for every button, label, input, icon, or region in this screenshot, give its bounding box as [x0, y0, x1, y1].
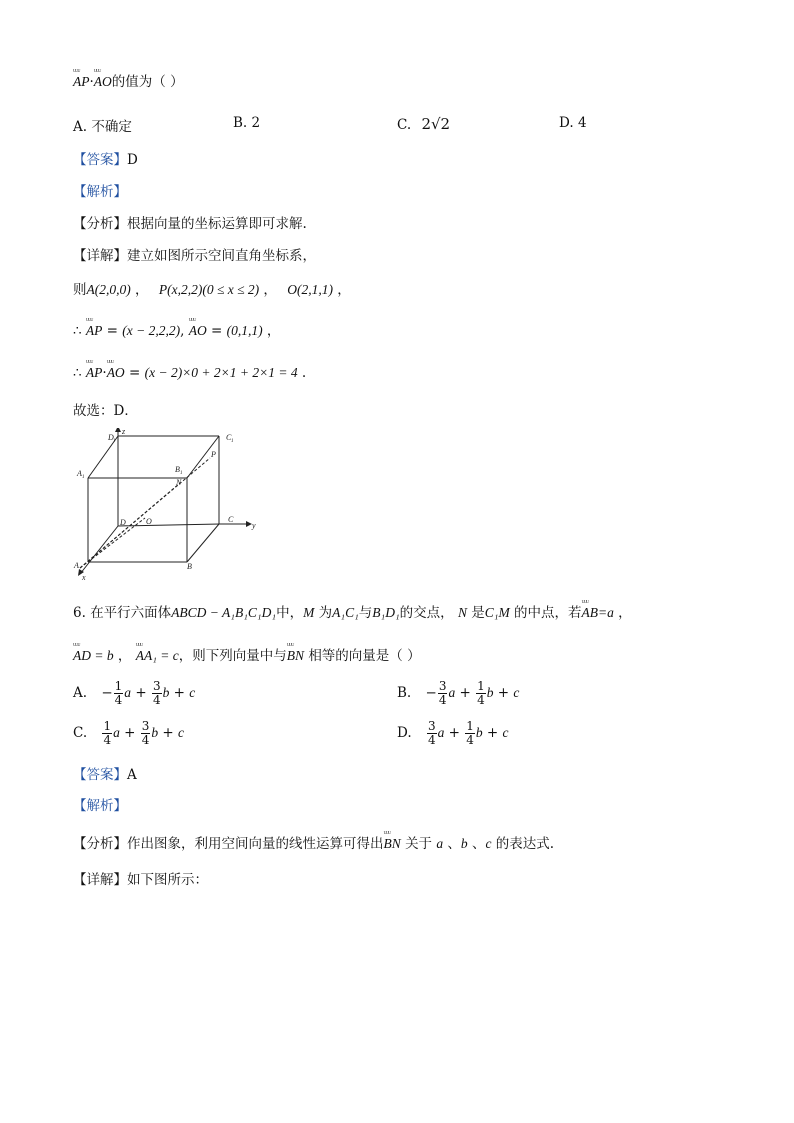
svg-text:O: O	[146, 517, 152, 526]
svg-text:P: P	[211, 450, 216, 459]
q6-analysis-heading: 【解析】	[73, 798, 127, 814]
q5-option-c: C. 2√2	[397, 115, 451, 133]
q6-option-d: D. $\frac{3}{4}$ a + $\frac{1}{4}$ b + c	[397, 719, 509, 747]
svg-text:z: z	[122, 428, 126, 436]
svg-text:1: 1	[113, 439, 116, 444]
svg-text:x: x	[82, 573, 86, 582]
svg-text:C: C	[228, 515, 234, 524]
q5-analysis-heading: 【解析】	[73, 184, 127, 200]
q6-option-a: A. − $\frac{1}{4}$ a + $\frac{3}{4}$ b + c	[73, 679, 196, 707]
svg-text:N: N	[176, 478, 182, 487]
svg-text:y: y	[252, 521, 256, 530]
q5-coords: 则A(2,0,0) ， P(x,2,2)(0 ≤ x ≤ 2) ， O(2,1,1) ，	[73, 282, 351, 298]
q6-option-c: C. $\frac{1}{4}$ a + $\frac{3}{4}$ b + c	[73, 719, 185, 747]
q6-option-b: B. − $\frac{3}{4}$ a + $\frac{1}{4}$ b + c	[397, 679, 520, 707]
vec-AP: ᵁᵁᵁ AP	[73, 72, 90, 92]
q5-option-a: A. 不确定	[73, 119, 132, 135]
svg-text:B: B	[187, 562, 192, 571]
svg-text:A: A	[77, 469, 82, 478]
svg-text:B: B	[175, 465, 180, 474]
cube-coordinate-figure	[70, 428, 260, 586]
q6-fenxi: 【分析】作出图象，利用空间向量的线性运算可得出ᵁᵁᵁ BN 关于 a 、b 、c 的表达式.	[73, 834, 554, 854]
q5-option-d: D. 4	[559, 115, 587, 131]
svg-text:D: D	[108, 433, 114, 442]
svg-text:C: C	[226, 433, 232, 442]
svg-text:1: 1	[180, 471, 183, 476]
q6-stem-line2: ᵁᵁᵁ AD = b ， ᵁᵁᵁ AA₁ = c，则下列向量中与ᵁᵁᵁ BN 相等的向量是（ ）	[73, 646, 421, 666]
svg-text:1: 1	[82, 475, 85, 480]
q5-stem: ᵁᵁᵁ AP·ᵁᵁᵁ AO的值为（ ）	[73, 72, 184, 92]
q6-answer: 【答案】A	[73, 767, 137, 783]
q5-dot-product: ∴ ᵁᵁᵁ AP·ᵁᵁᵁ AO = (x − 2)×0 + 2×1 + 2×1 = 4 .	[73, 363, 306, 383]
svg-text:A: A	[74, 561, 79, 570]
q5-answer: 【答案】D	[73, 152, 138, 168]
q6-stem-line1: 6. 在平行六面体ABCD − A₁B₁C₁D₁中，M 为A₁C₁与B₁D₁的交点， N 是C₁M 的中点，若ᵁᵁᵁ AB=a ，	[73, 603, 632, 623]
svg-text:1: 1	[231, 439, 234, 444]
q5-fenxi: 【分析】根据向量的坐标运算即可求解.	[73, 216, 307, 232]
svg-text:D: D	[120, 518, 126, 527]
q5-vectors: ∴ ᵁᵁᵁ AP = (x − 2,2,2), ᵁᵁᵁ AO = (0,1,1) ，	[73, 321, 280, 341]
vec-AO: ᵁᵁᵁ AO	[94, 72, 112, 92]
q5-xiangjie: 【详解】建立如图所示空间直角坐标系，	[73, 248, 316, 264]
q5-conclusion: 故选：D．	[73, 403, 138, 419]
q5-option-b: B. 2	[233, 115, 261, 131]
q6-xiangjie: 【详解】如下图所示：	[73, 872, 208, 888]
